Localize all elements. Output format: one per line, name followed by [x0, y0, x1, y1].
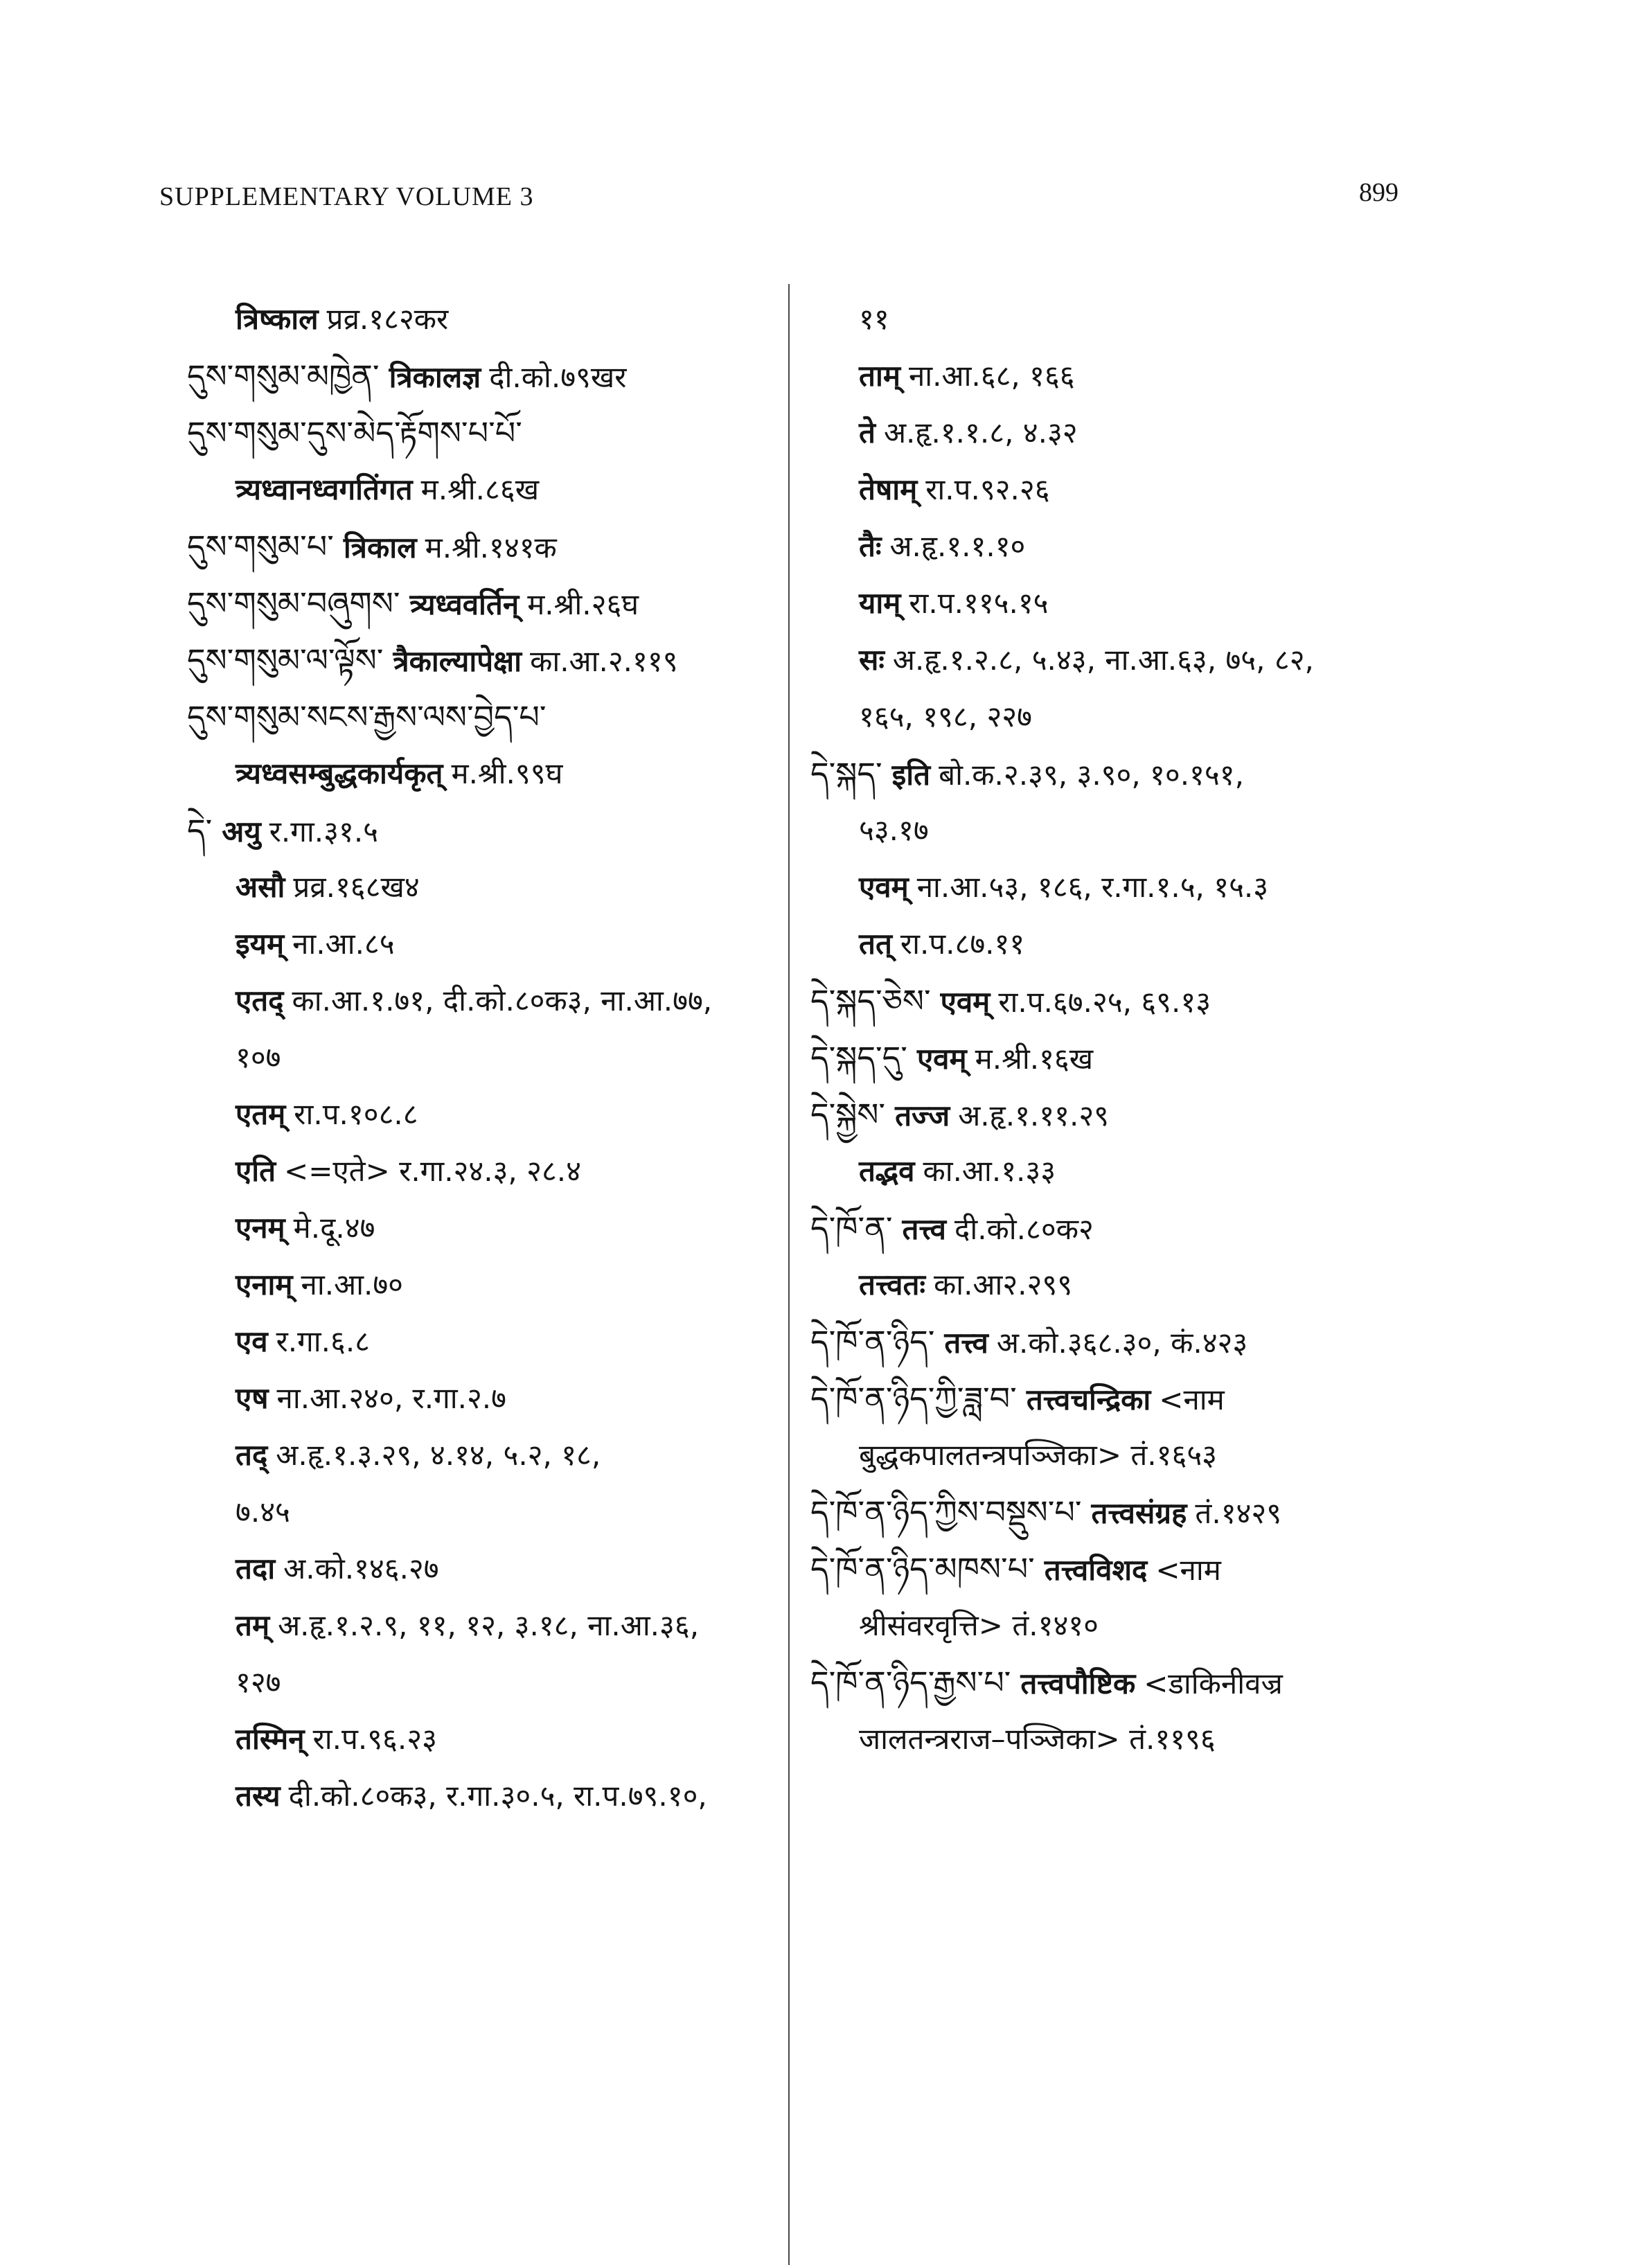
sanskrit-headword: त्र्यध्वानध्वगतिंगत — [236, 472, 413, 506]
dictionary-entry — [187, 1086, 797, 1143]
column-divider — [788, 284, 790, 2265]
dictionary-entry — [187, 1654, 797, 1711]
dictionary-entry — [810, 405, 1420, 461]
dictionary-entry — [810, 575, 1420, 632]
sanskrit-headword: एवम् — [940, 985, 991, 1019]
source-reference: ५३.१७ — [859, 813, 929, 847]
source-reference: अ.हृ.१.२.८, ५.४३, ना.आ.६३, ७५, ८२, — [892, 643, 1314, 677]
dictionary-entry — [187, 1484, 797, 1540]
tibetan-term: དེ་སྐད་ཅེས་ — [810, 982, 931, 1020]
dictionary-entry — [187, 1029, 797, 1086]
source-reference: मे.दू.४७ — [293, 1211, 375, 1245]
tibetan-term: དུས་གསུམ་དུས་མེད་རྟོགས་པ་པོ་ — [187, 414, 522, 452]
source-reference: अ.हृ.१.३.२९, ४.१४, ५.२, १८, — [276, 1438, 601, 1472]
dictionary-entry — [187, 1711, 797, 1768]
sanskrit-headword: एव — [236, 1324, 268, 1358]
sanskrit-headword: इति — [891, 758, 931, 792]
source-reference: बुद्धकपालतन्त्रपञ्जिका> तं.१६५३ — [859, 1438, 1218, 1472]
sanskrit-headword: तस्मिन् — [236, 1722, 305, 1756]
sanskrit-headword: तैः — [859, 529, 882, 563]
source-reference: ना.आ.८५ — [292, 927, 395, 961]
dictionary-entry — [810, 518, 1420, 575]
source-reference: १२७ — [236, 1665, 281, 1699]
sanskrit-headword: एनाम् — [236, 1268, 293, 1302]
sanskrit-headword: तदा — [236, 1552, 276, 1586]
source-reference: ७.४५ — [236, 1495, 290, 1529]
source-reference: का.आ.२.११९ — [530, 644, 678, 678]
tibetan-term: དེ་ — [187, 812, 213, 849]
source-reference: तं.१४२९ — [1195, 1496, 1282, 1530]
dictionary-entry — [187, 1597, 797, 1654]
source-reference: बो.क.२.३९, ३.९०, १०.१५१, — [939, 758, 1244, 792]
source-reference: ना.आ.६८, १६६ — [908, 359, 1075, 393]
source-reference: अ.हृ.१.२.९, ११, १२, ३.१८, ना.आ.३६, — [278, 1608, 700, 1642]
sanskrit-headword: याम् — [859, 586, 901, 620]
source-reference: अ.को.१४६.२७ — [283, 1552, 439, 1586]
dictionary-entry — [810, 632, 1420, 689]
dictionary-entry — [187, 1313, 797, 1370]
dictionary-entry — [187, 972, 797, 1029]
source-reference: म.श्री.८६ख — [420, 472, 540, 506]
sanskrit-headword: तेषाम् — [859, 472, 918, 506]
dictionary-entry — [187, 1370, 797, 1427]
source-reference: १०७ — [236, 1040, 281, 1074]
dictionary-entry — [810, 1540, 1420, 1597]
source-reference: रा.प.१०८.८ — [294, 1097, 418, 1131]
source-reference: का.आ.१.७१, दी.को.८०क३, ना.आ.७७, — [292, 984, 713, 1018]
tibetan-term: དུས་གསུམ་པ་ — [187, 528, 334, 565]
source-reference: १६५, १९८, २२७ — [859, 700, 1032, 734]
sanskrit-headword: एनम् — [236, 1211, 285, 1245]
tibetan-term: དེ་ཁོ་ན་ཉིད་མཁས་པ་ — [810, 1550, 1035, 1588]
sanskrit-headword: तस्य — [236, 1779, 281, 1813]
tibetan-term: དེ་སྐད་ — [810, 755, 882, 792]
source-reference: रा.प.६७.२५, ६९.१३ — [998, 985, 1211, 1019]
sanskrit-headword: ताम् — [859, 359, 900, 393]
source-reference: ना.आ.७० — [301, 1268, 404, 1302]
sanskrit-headword: एतद् — [236, 984, 284, 1018]
sanskrit-headword: सः — [859, 643, 885, 677]
source-reference: र.गा.६.८ — [276, 1324, 371, 1358]
dictionary-entry — [810, 1370, 1420, 1427]
source-reference: अ.हृ.१.१.१० — [889, 529, 1026, 563]
sanskrit-headword: ते — [859, 416, 876, 450]
dictionary-entry — [810, 1313, 1420, 1370]
sanskrit-headword: त्रिकाल — [343, 531, 417, 565]
sanskrit-headword: तम् — [236, 1608, 270, 1642]
tibetan-term: དེ་སྐད་དུ་ — [810, 1039, 907, 1076]
sanskrit-headword: तत्त्व — [902, 1212, 947, 1246]
source-reference: ना.आ.२४०, र.गा.२.७ — [276, 1381, 506, 1415]
dictionary-entry — [187, 405, 797, 461]
dictionary-entry — [187, 745, 797, 802]
source-reference: दी.को.८०क३, र.गा.३०.५, रा.प.७९.१०, — [288, 1779, 707, 1813]
source-reference: रा.प.८७.११ — [900, 927, 1025, 961]
sanskrit-headword: एवम् — [859, 870, 909, 904]
source-reference: म.श्री.१४१क — [425, 531, 557, 565]
dictionary-entry — [810, 745, 1420, 802]
sanskrit-headword: एवम् — [916, 1042, 967, 1076]
source-reference: दी.को.८०क२ — [954, 1212, 1094, 1246]
dictionary-entry — [187, 916, 797, 972]
source-reference: श्रीसंवरवृत्ति> तं.१४१० — [859, 1608, 1099, 1642]
dictionary-entry — [810, 348, 1420, 405]
source-reference: ११ — [859, 302, 889, 336]
dictionary-entry — [810, 1427, 1420, 1484]
tibetan-term: དེ་ཁོ་ན་ — [810, 1209, 893, 1247]
source-reference: अ.को.३६८.३०, कं.४२३ — [996, 1326, 1248, 1360]
sanskrit-headword: इयम् — [236, 927, 285, 961]
source-reference: र.गा.३१.५ — [269, 815, 379, 849]
tibetan-term: དེ་ཁོ་ན་ཉིད་ — [810, 1323, 935, 1360]
left-column — [187, 291, 797, 1824]
dictionary-entry — [187, 291, 797, 348]
dictionary-entry — [810, 1086, 1420, 1143]
dictionary-entry — [810, 1143, 1420, 1200]
tibetan-term: དུས་གསུམ་མཁྱེན་ — [187, 357, 380, 395]
sanskrit-headword: त्रैकाल्यापेक्षा — [393, 644, 522, 678]
dictionary-entry — [810, 1029, 1420, 1086]
tibetan-term: དེ་ཁོ་ན་ཉིད་ཀྱིས་བསྡུས་པ་ — [810, 1493, 1082, 1531]
tibetan-term: དུས་གསུམ་ལ་ལྟོས་ — [187, 641, 384, 679]
source-reference: म.श्री.१६ख — [975, 1042, 1094, 1076]
dictionary-entry — [810, 1200, 1420, 1256]
sanskrit-headword: एति — [236, 1154, 276, 1188]
dictionary-entry — [810, 802, 1420, 859]
source-reference: <नाम — [1155, 1553, 1221, 1587]
dictionary-entry — [187, 1200, 797, 1256]
source-reference: दी.को.७९खर — [489, 360, 627, 394]
dictionary-entry — [187, 461, 797, 518]
source-reference: रा.प.९६.२३ — [312, 1722, 437, 1756]
source-reference: <=एते> र.गा.२४.३, २८.४ — [284, 1154, 581, 1188]
sanskrit-headword: त्रिकालज्ञ — [389, 360, 481, 394]
source-reference: <डाकिनीवज्र — [1144, 1667, 1283, 1700]
tibetan-term: དེ་ཁོ་ན་ཉིད་རྒྱས་པ་ — [810, 1664, 1011, 1701]
sanskrit-headword: त्र्यध्वसम्बुद्धकार्यकृत् — [236, 756, 443, 790]
dictionary-entry — [810, 1484, 1420, 1540]
sanskrit-headword: तत्त्वतः — [859, 1268, 925, 1302]
dictionary-entry — [187, 348, 797, 405]
dictionary-entry — [810, 972, 1420, 1029]
source-reference: जालतन्त्रराज–पञ्जिका> तं.११९६ — [859, 1722, 1216, 1756]
source-reference: <नाम — [1159, 1383, 1225, 1416]
dictionary-entry — [187, 1256, 797, 1313]
right-column — [810, 291, 1420, 1768]
sanskrit-headword: तत्त्वसंग्रह — [1091, 1496, 1187, 1530]
dictionary-entry — [810, 689, 1420, 745]
source-reference: का.आ.१.३३ — [923, 1154, 1056, 1188]
sanskrit-headword: त्र्यध्ववर्तिन् — [409, 587, 519, 621]
dictionary-entry — [810, 1256, 1420, 1313]
dictionary-entry — [187, 518, 797, 575]
source-reference: म.श्री.२६घ — [527, 587, 639, 621]
sanskrit-headword: एष — [236, 1381, 269, 1415]
sanskrit-headword: तत्त्वपौष्टिक — [1020, 1667, 1136, 1700]
sanskrit-headword: त्रिष्काल — [236, 302, 319, 336]
sanskrit-headword: तद्भव — [859, 1154, 915, 1188]
dictionary-entry — [810, 1711, 1420, 1768]
source-reference: प्रव्र.१८२कर — [326, 302, 449, 336]
source-reference: रा.प.११५.१५ — [909, 586, 1049, 620]
source-reference: अ.हृ.१.११.२९ — [958, 1099, 1109, 1132]
dictionary-entry — [810, 859, 1420, 916]
sanskrit-headword: तत्त्वविशद — [1044, 1553, 1148, 1587]
source-reference: रा.प.९२.२६ — [925, 472, 1050, 506]
tibetan-term: དེ་ཁོ་ན་ཉིད་ཀྱི་ཟླ་བ་ — [810, 1380, 1017, 1417]
sanskrit-headword: तज्ज — [895, 1099, 950, 1132]
dictionary-entry — [810, 1597, 1420, 1654]
dictionary-entry — [187, 575, 797, 632]
sanskrit-headword: एतम् — [236, 1097, 286, 1131]
tibetan-term: དུས་གསུམ་སངས་རྒྱས་ལས་བྱེད་པ་ — [187, 698, 547, 736]
dictionary-entry — [187, 1143, 797, 1200]
sanskrit-headword: असौ — [236, 870, 285, 904]
dictionary-entry — [810, 461, 1420, 518]
source-reference: का.आ२.२९९ — [933, 1268, 1073, 1302]
source-reference: प्रव्र.१६८ख४ — [293, 870, 420, 904]
sanskrit-headword: तत् — [859, 927, 892, 961]
dictionary-entry — [187, 1427, 797, 1484]
tibetan-term: དེ་སྐྱེས་ — [810, 1096, 886, 1133]
source-reference: अ.हृ.१.१.८, ४.३२ — [883, 416, 1078, 450]
source-reference: ना.आ.५३, १८६, र.गा.१.५, १५.३ — [916, 870, 1269, 904]
sanskrit-headword: तत्त्वचन्द्रिका — [1026, 1383, 1151, 1416]
dictionary-entry — [187, 859, 797, 916]
dictionary-entry — [187, 802, 797, 859]
sanskrit-headword: अयु — [222, 815, 261, 849]
sanskrit-headword: तत्त्व — [944, 1326, 988, 1360]
dictionary-entry — [187, 1540, 797, 1597]
dictionary-entry — [187, 632, 797, 689]
dictionary-entry — [810, 291, 1420, 348]
dictionary-entry — [810, 1654, 1420, 1711]
dictionary-entry — [810, 916, 1420, 972]
running-head: SUPPLEMENTARY VOLUME 3 — [159, 182, 534, 211]
dictionary-entry — [187, 1768, 797, 1824]
dictionary-entry — [187, 689, 797, 745]
sanskrit-headword: तद् — [236, 1438, 268, 1472]
source-reference: म.श्री.९९घ — [451, 756, 563, 790]
tibetan-term: དུས་གསུམ་བཞུགས་ — [187, 585, 400, 622]
page-number: 899 — [1359, 178, 1398, 207]
